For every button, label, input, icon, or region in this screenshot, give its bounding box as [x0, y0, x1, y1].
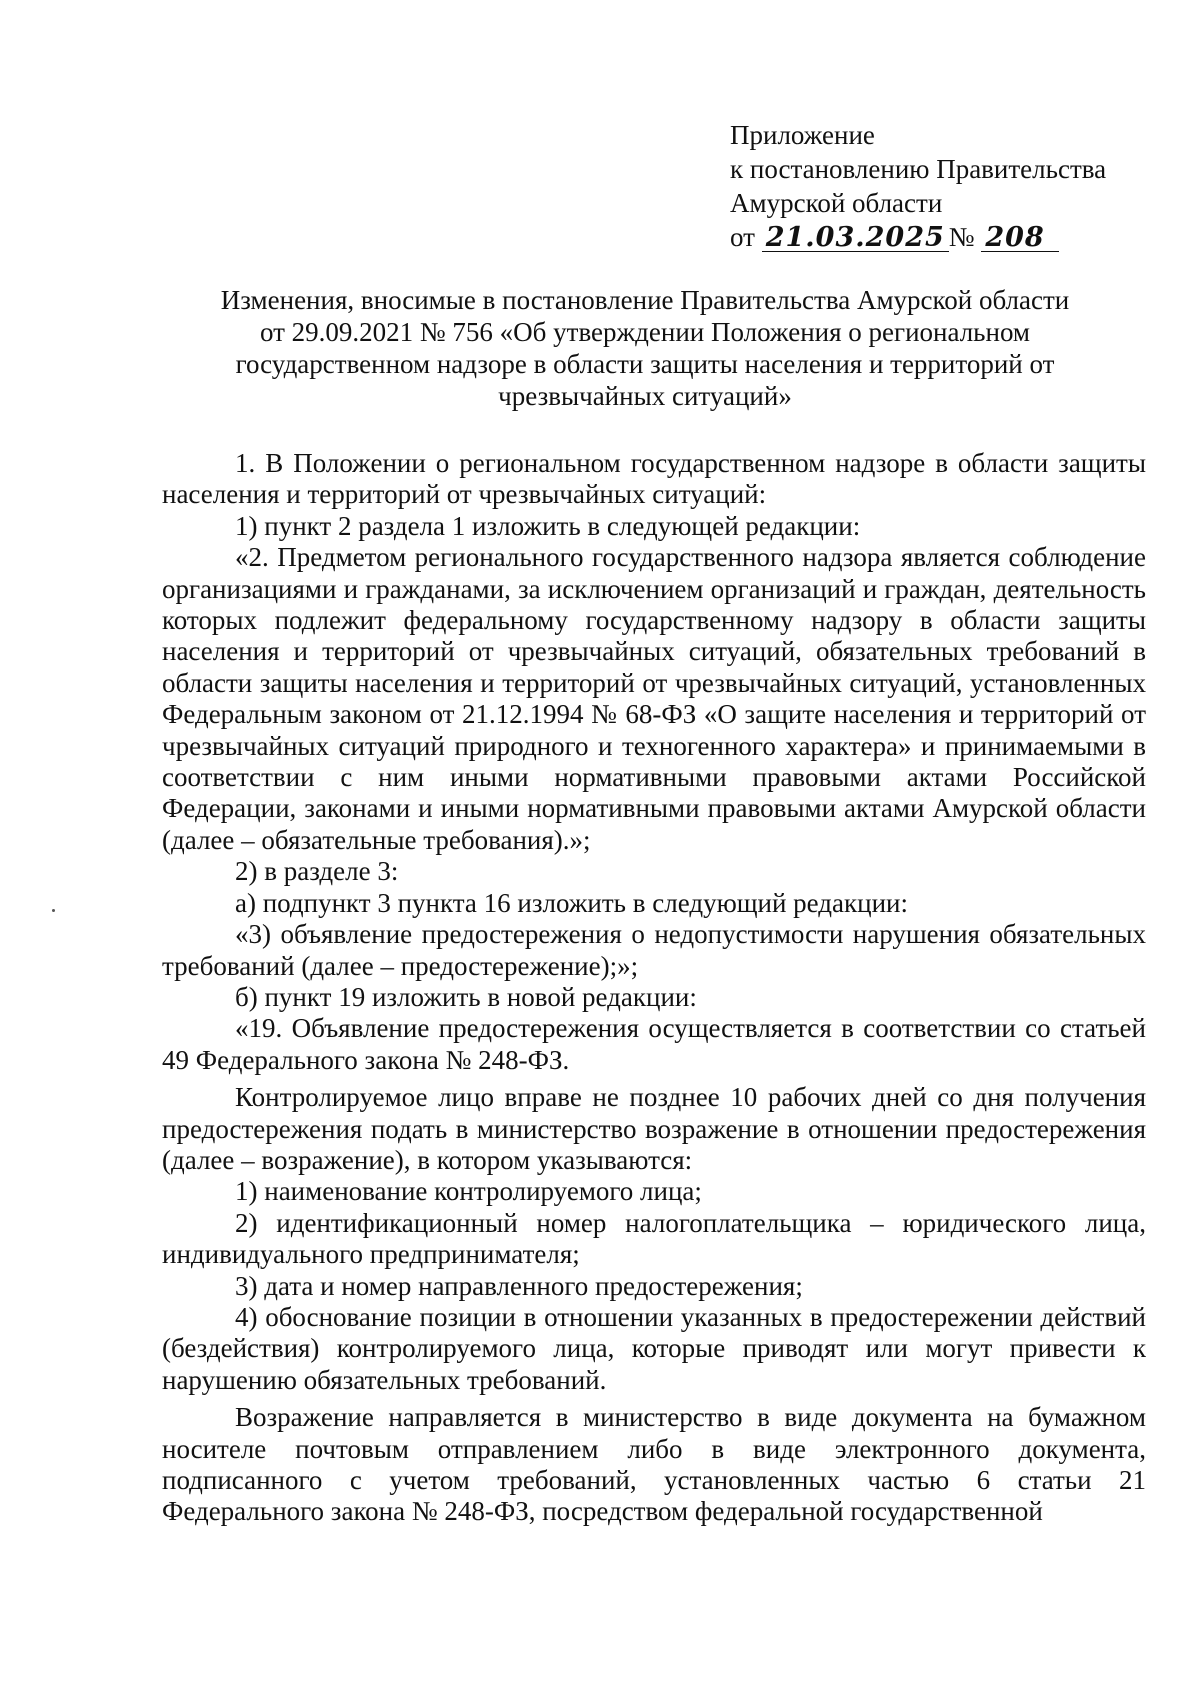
appendix-header [730, 118, 1150, 254]
title-line: государственном надзоре в области защиты населения и территорий от [235, 349, 1055, 379]
handwritten-date: 21.03.2025 [762, 225, 949, 252]
number-label: № [948, 222, 975, 252]
paragraph: «3) объявление предостережения о недопустимости нарушения обязательных требований (далее – предостережение);»; [162, 919, 1146, 981]
paragraph: Контролируемое лицо вправе не позднее 10 рабочих дней со дня получения предостережения подать в министерство возражение в отношении предостережения (далее – возражение), в котором указываются: [162, 1082, 1146, 1175]
paragraph: б) пункт 19 изложить в новой редакции: [235, 981, 697, 1012]
from-label: от [730, 222, 755, 252]
paragraph: 1) наименование контролируемого лица; [235, 1176, 702, 1207]
handwritten-number: 208 [981, 225, 1059, 252]
scan-speck [52, 909, 55, 912]
appendix-date-line [730, 220, 1150, 254]
paragraph: Возражение направляется в министерство в виде документа на бумажном носителе почтовым отправлением либо в виде электронного документа, подписанного с учетом требований, установленных частью 6 статьи 21 Федерального закона № 248-ФЗ, посредством федеральной государственной [162, 1402, 1146, 1527]
paragraph: 1) пункт 2 раздела 1 изложить в следующей редакции: [235, 510, 861, 541]
paragraph: 3) дата и номер направленного предостережения; [235, 1270, 803, 1301]
document-title [195, 284, 1095, 412]
document-body [162, 448, 1146, 1528]
appendix-line-region: Амурской области [730, 188, 943, 218]
title-line: чрезвычайных ситуаций» [498, 381, 792, 411]
paragraph: 4) обоснование позиции в отношении указанных в предостережении действий (бездействия) контролируемого лица, которые приводят или могут привести к нарушению обязательных требований. [162, 1301, 1146, 1395]
title-line: от 29.09.2021 № 756 «Об утверждении Положения о региональном [259, 317, 1031, 347]
title-line: Изменения, вносимые в постановление Правительства Амурской области [220, 285, 1070, 315]
paragraph: а) подпункт 3 пункта 16 изложить в следующий редакции: [235, 887, 908, 918]
paragraph: 2) идентификационный номер налогоплательщика – юридического лица, индивидуального предпринимателя; [162, 1207, 1146, 1270]
appendix-title: Приложение [730, 120, 875, 150]
paragraph: 2) в разделе 3: [235, 856, 399, 887]
paragraph: «2. Предметом регионального государственного надзора является соблюдение организациями и гражданами, за исключением организаций и граждан, деятельность которых подлежит федеральному государственному надзору в области защиты населения и территорий от чрезвычайных ситуаций, обязательных требований в области защиты населения и территорий от чрезвычайных ситуаций, установленных Федеральным законом от 21.12.1994 № 68-ФЗ «О защите населения и территорий от чрезвычайных ситуаций природного и техногенного характера» и принимаемыми в соответствии с ним иными нормативными правовыми актами Российской Федерации, законами и иными нормативными правовыми актами Амурской области (далее – обязательные требования).»; [162, 542, 1146, 855]
appendix-line-decree: к постановлению Правительства [730, 154, 1107, 184]
paragraph: «19. Объявление предостережения осуществляется в соответствии со статьей 49 Федерального закона № 248-ФЗ. [162, 1013, 1146, 1075]
paragraph: 1. В Положении о региональном государственном надзоре в области защиты населения и территорий от чрезвычайных ситуаций: [162, 448, 1146, 510]
